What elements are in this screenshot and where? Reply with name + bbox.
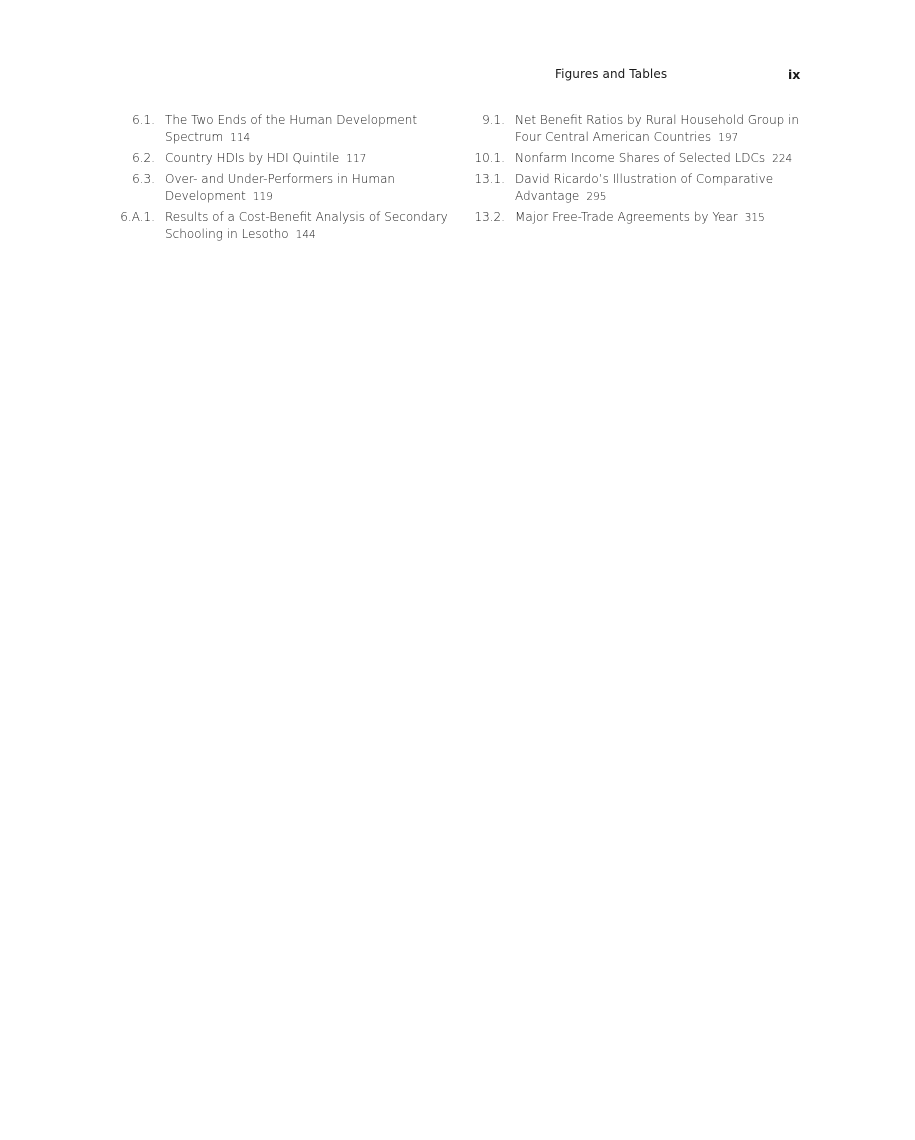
entry-title-wrap — [165, 150, 450, 168]
entry-title-wrap — [165, 112, 450, 147]
entry-title-wrap — [515, 112, 800, 147]
entry-number: 13.2. — [474, 210, 505, 224]
entry-number: 6.1. — [132, 113, 155, 127]
list-item — [110, 171, 450, 206]
left-column — [110, 112, 450, 247]
entry-title-wrap — [515, 150, 800, 168]
entry-page: 197 — [718, 132, 739, 144]
list-item — [460, 150, 800, 168]
entry-number: 10.1. — [474, 151, 505, 165]
entry-number: 6.3. — [132, 172, 155, 186]
entry-number: 9.1. — [482, 113, 505, 127]
entry-title-wrap — [165, 209, 450, 244]
entry-number: 6.A.1. — [120, 210, 155, 224]
entry-title-wrap — [515, 171, 800, 206]
entry-page: 144 — [295, 229, 316, 241]
entry-title: Results of a Cost-Benefit Analysis of Secondary Schooling in Lesotho — [165, 210, 448, 241]
entry-title-wrap — [515, 209, 800, 227]
entry-title: Major Free-Trade Agreements by Year — [515, 210, 738, 224]
list-item — [460, 209, 800, 227]
list-item — [110, 150, 450, 168]
list-item — [110, 112, 450, 147]
right-column — [460, 112, 800, 230]
entry-page: 295 — [586, 191, 607, 203]
entry-title: Country HDIs by HDI Quintile — [165, 151, 340, 165]
entry-title: Over- and Under-Performers in Human Development — [165, 172, 396, 203]
entry-page: 117 — [346, 153, 367, 165]
running-head: Figures and Tables — [555, 67, 668, 81]
page-number: ix — [788, 67, 801, 82]
entry-page: 315 — [744, 212, 765, 224]
entry-title: David Ricardo’s Illustration of Comparative Advantage — [515, 172, 774, 203]
entry-number: 13.1. — [474, 172, 505, 186]
list-item — [460, 112, 800, 147]
entry-title-wrap — [165, 171, 450, 206]
entry-page: 119 — [252, 191, 273, 203]
entry-page: 114 — [230, 132, 251, 144]
entry-page: 224 — [772, 153, 793, 165]
entry-title: The Two Ends of the Human Development Spectrum — [165, 113, 418, 144]
entry-number: 6.2. — [132, 151, 155, 165]
list-item — [460, 171, 800, 206]
entry-title: Nonfarm Income Shares of Selected LDCs — [515, 151, 766, 165]
list-item — [110, 209, 450, 244]
entry-title: Net Benefit Ratios by Rural Household Group in Four Central American Countries — [515, 113, 800, 144]
